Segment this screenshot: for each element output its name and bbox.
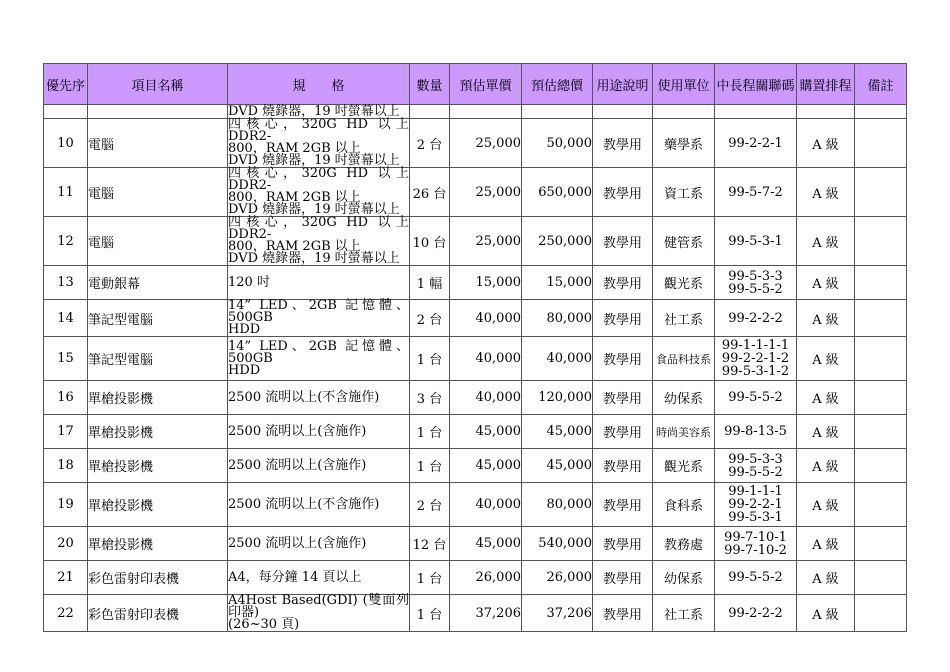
schedule-grade-cell: A 級 <box>797 449 855 483</box>
quantity-cell: 1 台 <box>410 337 450 381</box>
column-header: 規 格 <box>228 64 410 105</box>
spec-line: A4Host Based(GDI) (雙面列印器) <box>228 593 409 620</box>
total-price-cell: 80,000 <box>522 300 593 337</box>
quantity-cell: 2 台 <box>410 119 450 168</box>
note-cell <box>855 119 907 168</box>
plan-code: 99-5-5-2 <box>728 464 783 480</box>
note-cell <box>855 168 907 217</box>
item-name-cell: 電動銀幕 <box>88 266 228 300</box>
department-cell: 觀光系 <box>653 266 715 300</box>
item-name-cell: 電腦 <box>88 217 228 266</box>
spec-line: 2500 流明以上(含施作) <box>228 423 367 439</box>
purpose-cell: 教學用 <box>593 266 653 300</box>
unit-price-cell: 45,000 <box>450 415 522 449</box>
spec-line: 800，RAM 2GB 以上 <box>228 239 361 254</box>
spec-line: 2500 流明以上(含施作) <box>228 457 367 473</box>
note-cell <box>855 449 907 483</box>
department-cell: 藥學系 <box>653 119 715 168</box>
total-price-cell: 45,000 <box>522 415 593 449</box>
note-cell <box>855 415 907 449</box>
priority-cell: 15 <box>44 337 88 381</box>
spec-line: DVD 燒錄器，19 吋螢幕以上 <box>228 153 400 168</box>
spec-line: DVD 燒錄器，19 吋螢幕以上 <box>228 202 400 217</box>
plan-code: 99-5-3-1 <box>728 510 783 525</box>
schedule-grade-cell: A 級 <box>797 217 855 266</box>
spec-cell <box>228 415 410 449</box>
schedule-grade-cell: A 級 <box>797 119 855 168</box>
plan-code-cell <box>715 119 797 168</box>
unit-price-cell: 40,000 <box>450 381 522 415</box>
unit-price-cell: 40,000 <box>450 337 522 381</box>
spec-cell <box>228 381 410 415</box>
column-header: 中長程關聯碼 <box>715 64 797 105</box>
spec-cell <box>228 300 410 337</box>
item-name-cell: 彩色雷射印表機 <box>88 561 228 595</box>
schedule-grade-cell: A 級 <box>797 595 855 632</box>
spec-cell <box>228 483 410 527</box>
plan-code-cell <box>715 337 797 381</box>
schedule-grade-cell: A 級 <box>797 527 855 561</box>
continuation-spec: DVD 燒錄器，19 吋螢幕以上 <box>228 105 410 119</box>
spec-cell <box>228 595 410 632</box>
department-cell: 資工系 <box>653 168 715 217</box>
spec-line: 14” LED、2GB 記憶體、500GB <box>228 338 409 366</box>
priority-cell: 11 <box>44 168 88 217</box>
plan-code: 99-1-1-1 <box>728 484 783 499</box>
unit-price-cell: 37,206 <box>450 595 522 632</box>
purpose-cell: 教學用 <box>593 168 653 217</box>
quantity-cell: 1 幅 <box>410 266 450 300</box>
spec-line: A4，每分鐘 14 頁以上 <box>228 569 362 585</box>
plan-code: 99-5-5-2 <box>728 570 783 585</box>
priority-cell: 18 <box>44 449 88 483</box>
note-cell <box>855 266 907 300</box>
plan-code-cell <box>715 300 797 337</box>
plan-code: 99-2-2-1 <box>728 135 783 151</box>
department-cell: 時尚美容系 <box>653 415 715 449</box>
spec-line: 120 吋 <box>228 274 270 290</box>
quantity-cell: 1 台 <box>410 561 450 595</box>
quantity-cell: 26 台 <box>410 168 450 217</box>
department-cell: 教務處 <box>653 527 715 561</box>
unit-price-cell: 40,000 <box>450 483 522 527</box>
note-cell <box>855 561 907 595</box>
plan-code: 99-5-5-2 <box>728 390 783 405</box>
note-cell <box>855 337 907 381</box>
spec-cell <box>228 215 414 266</box>
plan-code: 99-5-5-2 <box>728 281 783 297</box>
plan-code: 99-5-3-1 <box>728 233 783 249</box>
note-cell <box>855 527 907 561</box>
plan-code-cell <box>715 168 797 217</box>
priority-cell: 21 <box>44 561 88 595</box>
quantity-cell: 2 台 <box>410 300 450 337</box>
note-cell <box>855 483 907 527</box>
department-cell: 食科系 <box>653 483 715 527</box>
spec-line: 四核心，320G HD 以上 DDR2- <box>228 117 414 144</box>
item-name-cell: 電腦 <box>88 119 228 168</box>
spec-line: 2500 流明以上(含施作) <box>228 535 367 551</box>
total-price-cell: 120,000 <box>522 381 593 415</box>
quantity-cell: 1 台 <box>410 415 450 449</box>
total-price-cell: 45,000 <box>522 449 593 483</box>
department-cell: 社工系 <box>653 595 715 632</box>
table-row <box>44 168 907 217</box>
column-header: 優先序 <box>44 64 88 105</box>
unit-price-cell: 25,000 <box>450 168 522 217</box>
item-name-cell: 筆記型電腦 <box>88 337 228 381</box>
purpose-cell: 教學用 <box>593 217 653 266</box>
purpose-cell: 教學用 <box>593 381 653 415</box>
column-header: 預估總價 <box>522 64 593 105</box>
quantity-cell: 1 台 <box>410 595 450 632</box>
plan-code: 99-5-3-3 <box>728 268 783 284</box>
item-name-cell: 電腦 <box>88 168 228 217</box>
total-price-cell: 26,000 <box>522 561 593 595</box>
plan-code-cell <box>715 595 797 632</box>
plan-code-cell <box>715 483 797 527</box>
plan-code-cell <box>715 381 797 415</box>
quantity-cell: 12 台 <box>410 527 450 561</box>
unit-price-cell: 45,000 <box>450 527 522 561</box>
table-row <box>44 595 907 632</box>
spec-line: 14” LED、2GB 記憶體、500GB <box>228 298 409 325</box>
schedule-grade-cell: A 級 <box>797 381 855 415</box>
item-name-cell: 單槍投影機 <box>88 415 228 449</box>
plan-code: 99-7-10-1 <box>724 529 787 545</box>
spec-cell <box>228 561 410 595</box>
purpose-cell: 教學用 <box>593 337 653 381</box>
column-header: 備註 <box>855 64 907 105</box>
plan-code: 99-2-2-1 <box>728 497 783 512</box>
priority-cell: 13 <box>44 266 88 300</box>
schedule-grade-cell: A 級 <box>797 168 855 217</box>
plan-code: 99-2-2-1-2 <box>721 351 790 366</box>
department-cell: 社工系 <box>653 300 715 337</box>
item-name-cell: 單槍投影機 <box>88 527 228 561</box>
priority-cell: 17 <box>44 415 88 449</box>
unit-price-cell: 25,000 <box>450 119 522 168</box>
schedule-grade-cell: A 級 <box>797 337 855 381</box>
total-price-cell: 50,000 <box>522 119 593 168</box>
spec-cell <box>228 527 410 561</box>
priority-cell: 19 <box>44 483 88 527</box>
table-row <box>44 337 907 381</box>
unit-price-cell: 26,000 <box>450 561 522 595</box>
department-cell: 幼保系 <box>653 381 715 415</box>
total-price-cell: 540,000 <box>522 527 593 561</box>
purpose-cell: 教學用 <box>593 561 653 595</box>
purpose-cell: 教學用 <box>593 449 653 483</box>
note-cell <box>855 595 907 632</box>
total-price-cell: 80,000 <box>522 483 593 527</box>
column-header: 數量 <box>410 64 450 105</box>
purpose-cell: 教學用 <box>593 300 653 337</box>
item-name-cell: 單槍投影機 <box>88 483 228 527</box>
column-header: 用途說明 <box>593 64 653 105</box>
department-cell: 食品科技系 <box>653 337 715 381</box>
note-cell <box>855 217 907 266</box>
plan-code: 99-5-3-1-2 <box>721 364 790 379</box>
spec-line: HDD <box>228 322 261 337</box>
unit-price-cell: 15,000 <box>450 266 522 300</box>
priority-cell: 16 <box>44 381 88 415</box>
item-name-cell: 彩色雷射印表機 <box>88 595 228 632</box>
total-price-cell: 250,000 <box>522 217 593 266</box>
department-cell: 健管系 <box>653 217 715 266</box>
table-row <box>44 415 907 449</box>
priority-cell: 20 <box>44 527 88 561</box>
priority-cell: 22 <box>44 595 88 632</box>
unit-price-cell: 40,000 <box>450 300 522 337</box>
spec-line: (26~30 頁) <box>228 617 300 632</box>
total-price-cell: 37,206 <box>522 595 593 632</box>
spec-cell <box>228 166 414 217</box>
department-cell: 觀光系 <box>653 449 715 483</box>
total-price-cell: 40,000 <box>522 337 593 381</box>
plan-code-cell <box>715 449 797 483</box>
table-row <box>44 561 907 595</box>
plan-code: 99-5-7-2 <box>728 184 783 200</box>
plan-code-cell <box>715 527 797 561</box>
spec-line: 800，RAM 2GB 以上 <box>228 190 361 205</box>
plan-code: 99-1-1-1-1 <box>721 338 790 353</box>
spec-line: 2500 流明以上(不含施作) <box>228 389 380 405</box>
quantity-cell: 1 台 <box>410 449 450 483</box>
column-header: 項目名稱 <box>88 64 228 105</box>
total-price-cell: 15,000 <box>522 266 593 300</box>
table-row <box>44 381 907 415</box>
spec-line: DVD 燒錄器，19 吋螢幕以上 <box>228 251 400 266</box>
item-name-cell: 單槍投影機 <box>88 449 228 483</box>
spec-cell <box>228 337 410 381</box>
spec-line: 2500 流明以上(不含施作) <box>228 496 380 512</box>
item-name-cell: 筆記型電腦 <box>88 300 228 337</box>
spec-cell <box>228 117 414 168</box>
total-price-cell: 650,000 <box>522 168 593 217</box>
spec-line: 四核心，320G HD 以上 DDR2- <box>228 215 414 242</box>
note-cell <box>855 381 907 415</box>
purpose-cell: 教學用 <box>593 527 653 561</box>
plan-code: 99-8-13-5 <box>724 424 787 439</box>
quantity-cell: 2 台 <box>410 483 450 527</box>
purpose-cell: 教學用 <box>593 483 653 527</box>
table-row <box>44 527 907 561</box>
plan-code: 99-5-3-3 <box>728 451 783 467</box>
table-body <box>44 105 907 632</box>
quantity-cell: 10 台 <box>410 217 450 266</box>
purpose-cell: 教學用 <box>593 119 653 168</box>
continuation-row <box>44 105 907 119</box>
plan-code: 99-2-2-2 <box>728 605 783 621</box>
purpose-cell: 教學用 <box>593 595 653 632</box>
quantity-cell: 3 台 <box>410 381 450 415</box>
purpose-cell: 教學用 <box>593 415 653 449</box>
spec-line: 四核心，320G HD 以上 DDR2- <box>228 166 414 193</box>
column-header: 預估單價 <box>450 64 522 105</box>
schedule-grade-cell: A 級 <box>797 415 855 449</box>
priority-cell: 10 <box>44 119 88 168</box>
continuation-no <box>44 105 88 119</box>
priority-cell: 12 <box>44 217 88 266</box>
continuation-name <box>88 105 228 119</box>
plan-code-cell <box>715 266 797 300</box>
schedule-grade-cell: A 級 <box>797 483 855 527</box>
spec-line: 800，RAM 2GB 以上 <box>228 141 361 156</box>
plan-code: 99-2-2-2 <box>728 310 783 326</box>
plan-code: 99-7-10-2 <box>724 542 787 558</box>
spec-cell <box>228 449 410 483</box>
column-header: 使用單位 <box>653 64 715 105</box>
plan-code-cell <box>715 415 797 449</box>
department-cell: 幼保系 <box>653 561 715 595</box>
plan-code-cell <box>715 561 797 595</box>
table-row <box>44 217 907 266</box>
procurement-table <box>43 63 907 632</box>
schedule-grade-cell: A 級 <box>797 300 855 337</box>
column-header: 購置排程 <box>797 64 855 105</box>
priority-cell: 14 <box>44 300 88 337</box>
table-row <box>44 449 907 483</box>
spec-cell <box>228 266 410 300</box>
spec-line: HDD <box>228 362 261 378</box>
plan-code-cell <box>715 217 797 266</box>
table-row <box>44 119 907 168</box>
item-name-cell: 單槍投影機 <box>88 381 228 415</box>
header-row <box>44 64 907 105</box>
unit-price-cell: 25,000 <box>450 217 522 266</box>
unit-price-cell: 45,000 <box>450 449 522 483</box>
schedule-grade-cell: A 級 <box>797 266 855 300</box>
schedule-grade-cell: A 級 <box>797 561 855 595</box>
table-row <box>44 266 907 300</box>
note-cell <box>855 300 907 337</box>
table-row <box>44 300 907 337</box>
table-row <box>44 483 907 527</box>
